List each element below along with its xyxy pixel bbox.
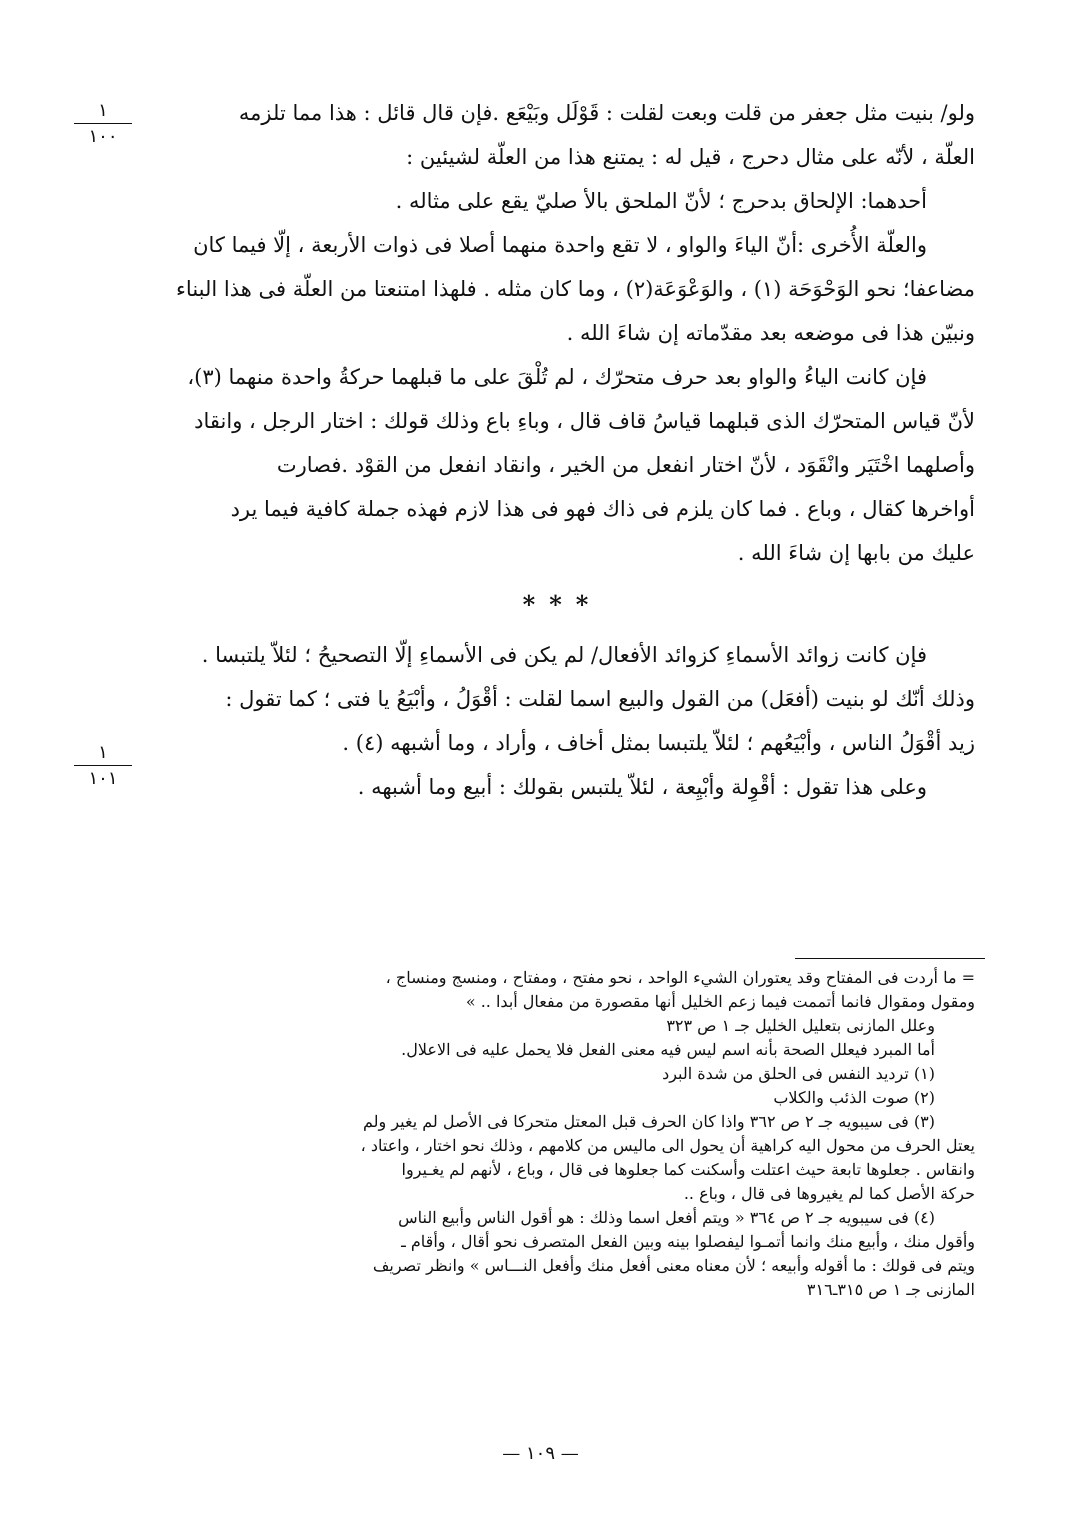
page-number: — ١٠٩ — (502, 1443, 579, 1464)
text-line: أحدهما: الإلحاق بدحرج ؛ لأنّ الملحق بالأ صليّ يقع على مثاله . (395, 189, 927, 213)
footnote-line: (١) ترديد النفس فى الحلق من شدة البرد (662, 1064, 935, 1083)
margin-marker-bottom: ١٠١ (88, 768, 118, 789)
footnote-rule (795, 958, 985, 959)
text-line: العلّة ، لأنّه على مثال دحرج ، قيل له : يمتنع هذا من العلّة لشيئين : (406, 145, 975, 169)
margin-marker-bottom: ١٠٠ (88, 126, 118, 147)
text-line: ولو/ بنيت مثل جعفر من قلت وبعت لقلت : قَوْلَل وبَيْعَع .فإن قال قائل : هذا مما تلزمه (238, 101, 975, 125)
margin-marker-top: ١ (74, 100, 132, 124)
text-line: فإن كانت زوائد الأسماءِ كزوائد الأفعال/ لم يكن فى الأسماءِ إلّا التصحيحُ ؛ لئلاّ يلتبسا . (201, 643, 927, 667)
footnote-line: (٢) صوت الذئب والكلاب (773, 1088, 935, 1107)
margin-page-marker (74, 742, 132, 790)
section-separator: *** (522, 590, 603, 619)
footnote-line: ويتم فى قولك : ما أقوله وأبيعه ؛ لأن معناه معنى أفعل منك وأفعل النـــاس » وانظر تصريف (372, 1256, 975, 1275)
footnote-line: (٤) فى سيبويه جـ ٢ ص ٣٦٤ « ويتم أفعل اسما وذلك : هو أقول الناس وأبيع الناس (398, 1208, 935, 1227)
footnote-line: ومقول ومقوال فانما أتممت فيما زعم الخليل أنها مقصورة من مفعال أبدا .. » (465, 992, 975, 1011)
text-line: وذلك أنّك لو بنيت (أفعَل) من القول والبيع اسما لقلت : أقْوَلُ ، وأبْيَعُ يا فتى ؛ كما تقول : (225, 687, 975, 711)
footnote-line: (٣) فى سيبويه جـ ٢ ص ٣٦٢ واذا كان الحرف قبل المعتل متحركا فى الأصل لم يغير ولم (363, 1112, 935, 1131)
footnote-line: يعتل الحرف من محول اليه كراهية أن يحول الى ماليس من كلامهم ، وذلك نحو اختار ، واعتاد ، (360, 1136, 975, 1155)
text-line: أواخرها كقال ، وباع . فما كان يلزم فى ذاك فهو فى هذا لازم فهذه جملة كافية فيما يرد (230, 497, 975, 521)
text-line: زيد أقْوَلُ الناس ، وأبْيَعُهم ؛ لئلاّ يلتبسا بمثل أخاف ، وأراد ، وما أشبهه (٤) . (342, 731, 975, 755)
footnote-line: وانقاس . جعلوها تابعة حيث اعتلت وأسكنت كما جعلوها فى قال ، وباع ، لأنهم لم يغـيروا (401, 1160, 975, 1179)
text-line: فإن كانت الياءُ والواو بعد حرف متحرّك ، لم تُلْقَ على ما قبلهما حركةُ واحدة منهما (٣)، (187, 365, 927, 389)
footnote-line: المازنى جـ ١ ص ٣١٥ـ٣١٦ (806, 1280, 975, 1299)
main-text (150, 92, 975, 810)
text-line: وأصلهما اخْتَيَر وانْقَوَد ، لأنّ اختار انفعل من الخير ، وانقاد انفعل من القوْد .فصارت (276, 453, 975, 477)
text-line: وعلى هذا تقول : أقْوِلة وأبْيِعة ، لئلاّ يلتبس بقولك : أبيع وما أشبهه . (357, 775, 927, 799)
footnote-line: = ما أردت فى المفتاح وقد يعتوران الشيء الواحد ، نحو مفتح ، ومفتاح ، ومنسج ومنساج ، (385, 968, 975, 987)
text-line: والعلّة الأُخرى :أنّ الياءَ والواو ، لا تقع واحدة منهما أصلا فى ذوات الأربعة ، إلّا فيما كان (193, 233, 927, 257)
footnote-line: أما المبرد فيعلل الصحة بأنه اسم ليس فيه معنى الفعل فلا يحمل عليه فى الاعلال. (401, 1040, 935, 1059)
margin-marker-top: ١ (74, 742, 132, 766)
text-line: ونبيّن هذا فى موضعه بعد مقدّماته إن شاءَ الله . (566, 321, 975, 345)
text-line: لأنّ قياس المتحرّك الذى قبلهما قياسُ قاف قال ، وباءِ باع وذلك قولك : اختار الرجل ، وانقاد (194, 409, 975, 433)
footnote-line: حركة الأصل كما لم يغيروها فى قال ، وباع .. (683, 1184, 975, 1203)
footnote-line: وأقول منك ، وأبيع منك وانما أتمـوا ليفصلوا بينه وبين الفعل المتصرف نحو أقال ، وأقام ـ (401, 1232, 975, 1251)
footnotes (150, 966, 975, 1302)
footnote-line: وعلل المازنى بتعليل الخليل جـ ١ ص ٣٢٣ (666, 1016, 935, 1035)
text-line: مضاعفا؛ نحو الوَحْوَحَة (١) ، والوَعْوَعَة(٢) ، وما كان مثله . فلهذا امتنعتا من العلّة فى هذا البناء (176, 277, 975, 301)
text-line: عليك من بابها إن شاءَ الله . (737, 541, 975, 565)
margin-page-marker (74, 100, 132, 148)
